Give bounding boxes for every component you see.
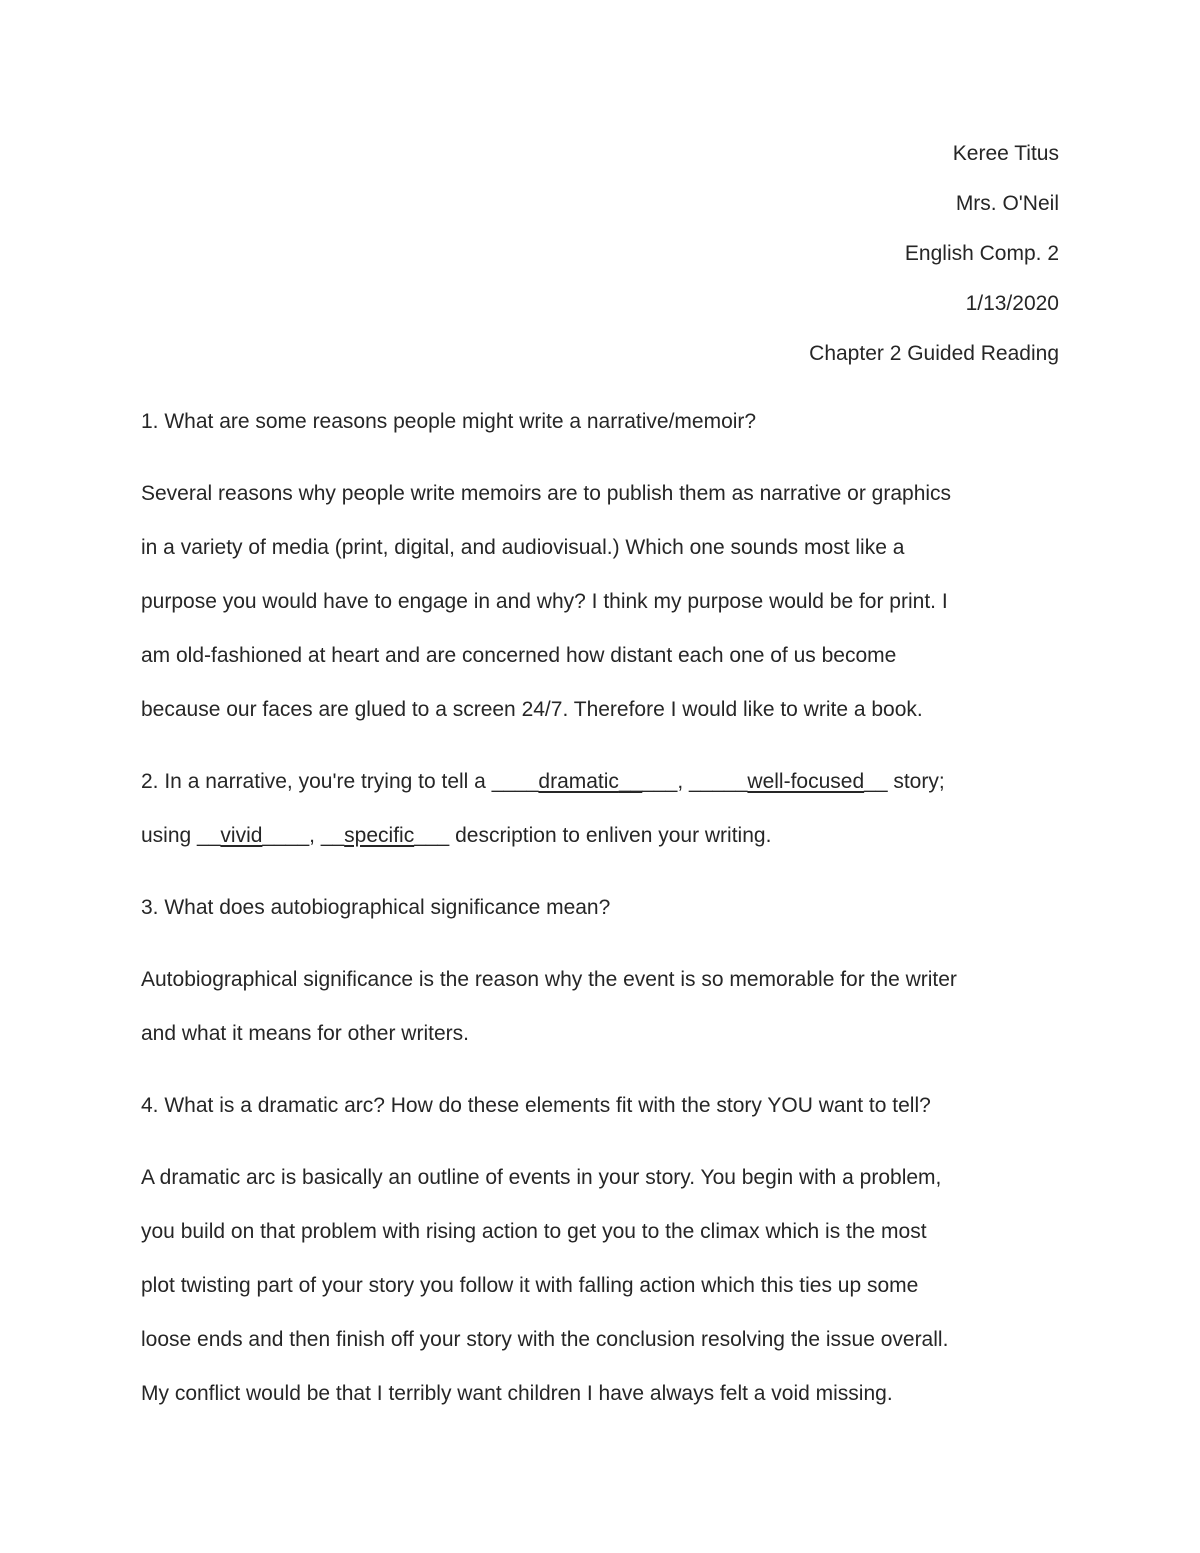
blank-1-lead: ____: [491, 770, 539, 793]
answer-1-line: purpose you would have to engage in and why? I think my purpose would be for print. I: [141, 590, 948, 613]
teacher-name: Mrs. O'Neil: [955, 192, 1059, 215]
answer-4-line: you build on that problem with rising action to get you to the climax which is the most: [141, 1220, 927, 1243]
blank-2-lead: _____: [689, 770, 748, 793]
question-2-line-2-prefix: using: [141, 824, 198, 847]
answer-4-line: A dramatic arc is basically an outline of events in your story. You begin with a problem,: [141, 1166, 942, 1189]
blank-4-lead: __: [320, 824, 345, 847]
question-1: 1. What are some reasons people might write a narrative/memoir?: [141, 410, 757, 433]
blank-2-trail: __: [864, 770, 888, 793]
answer-3-line: Autobiographical significance is the reason why the event is so memorable for the writer: [141, 968, 957, 991]
blank-2-answer: well-focused: [747, 770, 865, 793]
answer-1-line: in a variety of media (print, digital, and audiovisual.) Which one sounds most like a: [141, 536, 905, 559]
question-2-line-2: [141, 824, 771, 848]
blank-4-answer: specific: [344, 824, 415, 847]
blank-1-answer: dramatic: [538, 770, 619, 793]
answer-4-line: plot twisting part of your story you follow it with falling action which this ties up some: [141, 1274, 919, 1297]
question-2-line-2-suffix: description to enliven your writing.: [449, 824, 772, 847]
answer-4-line: My conflict would be that I terribly want children I have always felt a void missing.: [141, 1382, 893, 1405]
question-3: 3. What does autobiographical significance mean?: [141, 896, 611, 919]
blank-3-lead: __: [197, 824, 221, 847]
blank-3-trail: ____: [262, 824, 310, 847]
answer-4-line: loose ends and then finish off your story with the conclusion resolving the issue overall.: [141, 1328, 949, 1351]
question-2-prefix: 2. In a narrative, you're trying to tell a: [141, 770, 492, 793]
assignment-title: Chapter 2 Guided Reading: [809, 342, 1059, 365]
course-name: English Comp. 2: [904, 242, 1059, 265]
answer-1-line: because our faces are glued to a screen 24/7. Therefore I would like to write a book.: [141, 698, 923, 721]
blank-1-tail: ___: [642, 770, 678, 793]
blank-4-trail: ___: [414, 824, 450, 847]
question-2-suffix: story;: [887, 770, 945, 793]
question-2-line-1: [141, 770, 945, 794]
blank-separator: ,: [309, 824, 321, 847]
student-name: Keree Titus: [952, 142, 1059, 165]
blank-1-trail: __: [618, 770, 643, 793]
answer-3-line: and what it means for other writers.: [141, 1022, 469, 1045]
date: 1/13/2020: [965, 292, 1059, 315]
blank-3-answer: vivid: [220, 824, 263, 847]
answer-1-line: am old-fashioned at heart and are concerned how distant each one of us become: [141, 644, 897, 667]
blank-separator: ,: [677, 770, 690, 793]
question-4: 4. What is a dramatic arc? How do these elements fit with the story YOU want to tell?: [141, 1094, 931, 1117]
answer-1-line: Several reasons why people write memoirs are to publish them as narrative or graphics: [141, 482, 952, 505]
